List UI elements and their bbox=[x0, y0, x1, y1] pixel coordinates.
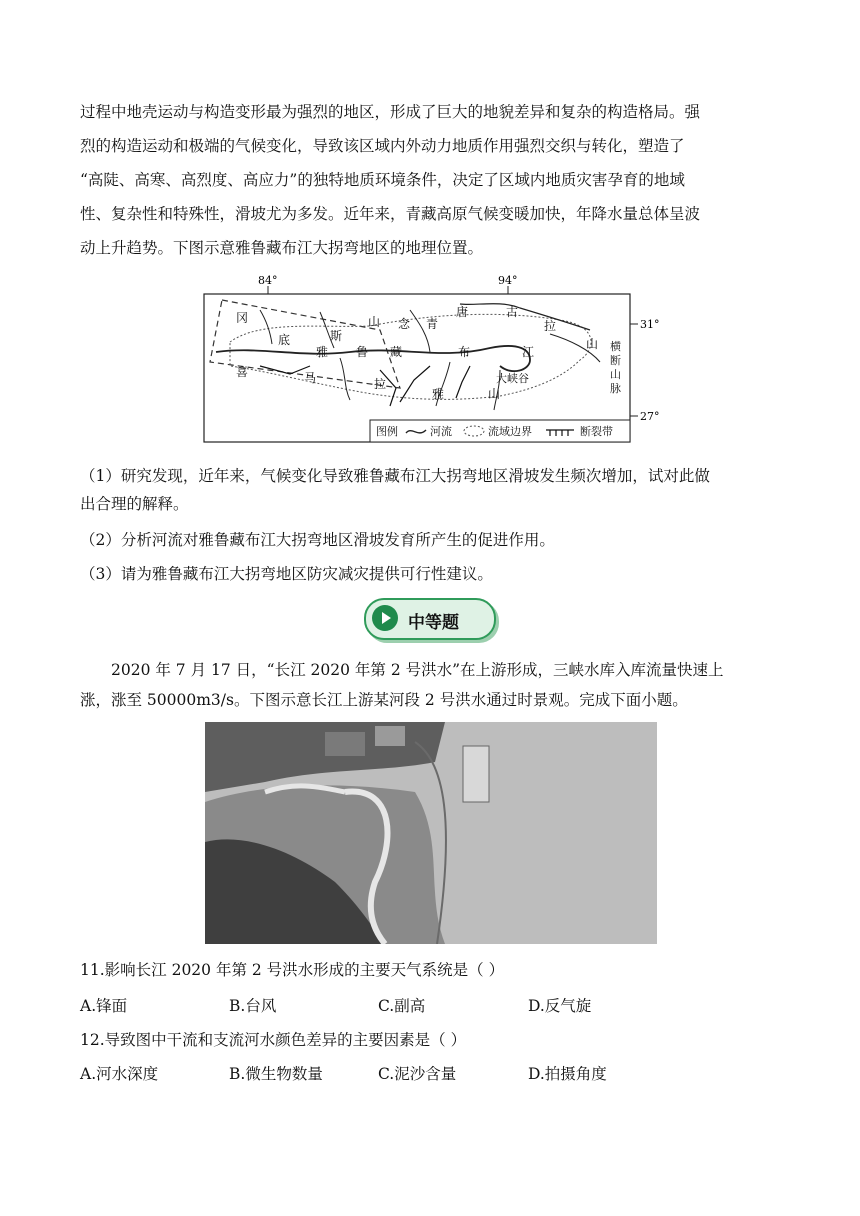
map-label: 古 bbox=[506, 305, 519, 319]
intro-line: 动上升趋势。下图示意雅鲁藏布江大拐弯地区的地理位置。 bbox=[80, 239, 484, 257]
map-label: 大峡谷 bbox=[496, 372, 529, 385]
legend-basin: 流域边界 bbox=[488, 425, 532, 438]
flood-line: 2020 年 7 月 17 日，“长江 2020 年第 2 号洪水”在上游形成，三峡水库入库流量快速上 bbox=[111, 661, 724, 679]
map-label: 拉 bbox=[544, 319, 557, 333]
q11-option-d[interactable]: D.反气旋 bbox=[528, 997, 592, 1015]
lat-label: 31° bbox=[640, 318, 660, 331]
question-3: （3）请为雅鲁藏布江大拐弯地区防灾减灾提供可行性建议。 bbox=[80, 565, 493, 583]
map-label: 念 bbox=[398, 317, 411, 331]
map-label: 断 bbox=[610, 354, 621, 367]
difficulty-badge bbox=[364, 598, 496, 640]
map-label: 斯 bbox=[330, 329, 343, 343]
map-label: 山 bbox=[368, 315, 381, 329]
q12-option-c[interactable]: C.泥沙含量 bbox=[378, 1065, 457, 1083]
lat-label: 27° bbox=[640, 410, 660, 423]
map-label: 马 bbox=[304, 371, 317, 385]
flood-line: 涨，涨至 50000m3/s。下图示意长江上游某河段 2 号洪水通过时景观。完成下面小题。 bbox=[80, 691, 688, 709]
map-label: 拉 bbox=[374, 377, 387, 391]
map-label: 藏 bbox=[390, 345, 403, 359]
legend-river: 河流 bbox=[430, 425, 452, 438]
question-12: 12.导致图中干流和支流河水颜色差异的主要因素是（ ） bbox=[80, 1031, 467, 1049]
map-label: 横 bbox=[610, 340, 621, 353]
map-label: 冈 bbox=[236, 311, 249, 325]
lon-label: 94° bbox=[498, 274, 518, 287]
map-label: 山 bbox=[488, 387, 501, 401]
badge-label: 中等题 bbox=[408, 613, 459, 633]
q11-option-a[interactable]: A.锋面 bbox=[80, 997, 128, 1015]
q11-option-c[interactable]: C.副高 bbox=[378, 997, 426, 1015]
river-aerial-photo bbox=[205, 722, 657, 944]
map-label: 底 bbox=[278, 333, 291, 347]
play-icon bbox=[372, 605, 398, 631]
q11-option-b[interactable]: B.台风 bbox=[229, 997, 277, 1015]
map-label: 唐 bbox=[456, 305, 469, 319]
lon-label: 84° bbox=[258, 274, 278, 287]
map-label: 喜 bbox=[236, 365, 249, 379]
question-11: 11.影响长江 2020 年第 2 号洪水形成的主要天气系统是（ ） bbox=[80, 961, 505, 979]
question-1: （1）研究发现，近年来，气候变化导致雅鲁藏布江大拐弯地区滑坡发生频次增加，试对此做 bbox=[80, 467, 710, 485]
intro-line: 性、复杂性和特殊性，滑坡尤为多发。近年来，青藏高原气候变暖加快，年降水量总体呈波 bbox=[80, 205, 701, 223]
legend-title: 图例 bbox=[376, 425, 398, 438]
map-label: 布 bbox=[458, 345, 471, 359]
q12-option-a[interactable]: A.河水深度 bbox=[80, 1065, 159, 1083]
map-label: 青 bbox=[426, 317, 439, 331]
intro-line: 烈的构造运动和极端的气候变化，导致该区域内外动力地质作用强烈交织与转化，塑造了 bbox=[80, 137, 685, 155]
yarlung-tsangpo-map bbox=[200, 270, 660, 450]
question-1-cont: 出合理的解释。 bbox=[80, 495, 189, 513]
map-label: 山 bbox=[586, 337, 599, 351]
map-label: 山 bbox=[610, 368, 621, 381]
legend-fault: 断裂带 bbox=[580, 425, 613, 438]
q12-option-b[interactable]: B.微生物数量 bbox=[229, 1065, 323, 1083]
map-label: 雅 bbox=[316, 345, 329, 359]
q12-option-d[interactable]: D.拍摄角度 bbox=[528, 1065, 607, 1083]
map-label: 雅 bbox=[432, 387, 445, 401]
map-label: 脉 bbox=[610, 382, 621, 395]
question-2: （2）分析河流对雅鲁藏布江大拐弯地区滑坡发育所产生的促进作用。 bbox=[80, 531, 555, 549]
intro-line: 过程中地壳运动与构造变形最为强烈的地区，形成了巨大的地貌差异和复杂的构造格局。强 bbox=[80, 103, 701, 121]
map-label: 江 bbox=[522, 345, 535, 359]
map-label: 鲁 bbox=[356, 345, 369, 359]
intro-line: “高陡、高寒、高烈度、高应力”的独特地质环境条件，决定了区域内地质灾害孕育的地域 bbox=[80, 171, 685, 189]
